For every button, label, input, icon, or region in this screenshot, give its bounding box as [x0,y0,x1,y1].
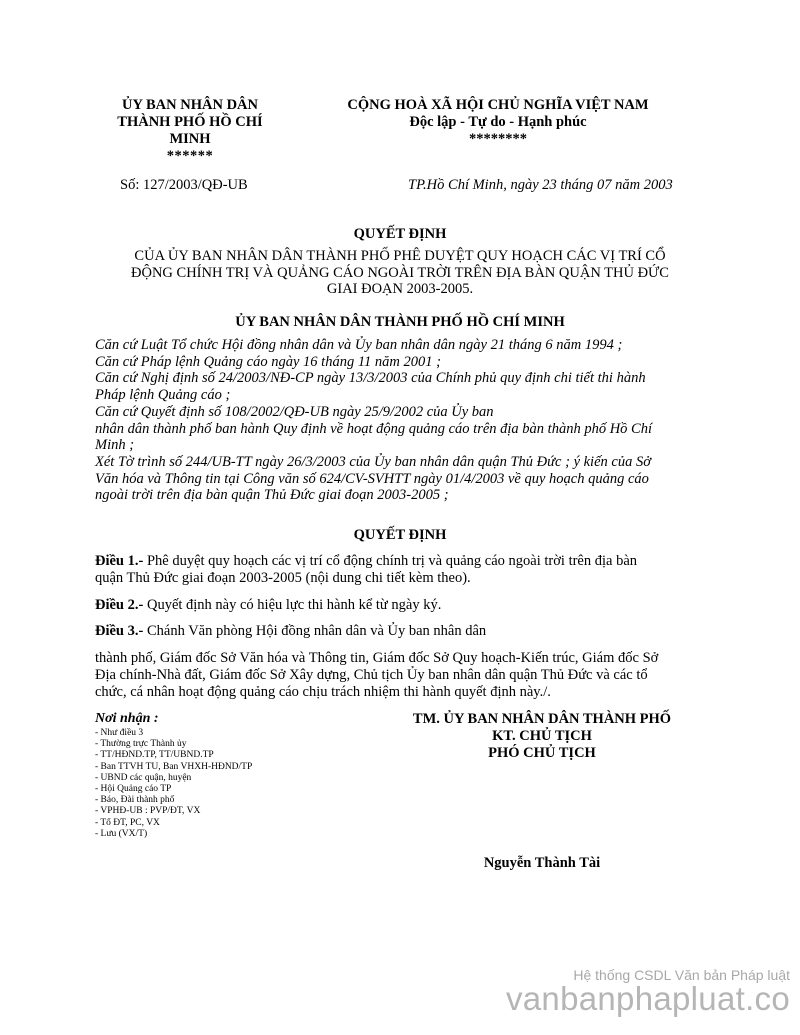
recipient-item: - Lưu (VX/T) [95,828,148,839]
document-title: QUYẾT ĐỊNH [353,226,447,242]
nation-name: CỘNG HOÀ XÃ HỘI CHỦ NGHĨA VIỆT NAM [347,97,649,113]
article-text: thành phố, Giám đốc Sở Văn hóa và Thông tin, Giám đốc Sở Quy hoạch-Kiến trúc, Giám đốc Sở [95,650,659,666]
recipient-item: - UBND các quận, huyện [95,772,192,783]
article-label: Điều 3.- [95,623,144,639]
legal-basis-line: Căn cứ Luật Tổ chức Hội đồng nhân dân và Ủy ban nhân dân ngày 21 tháng 6 năm 1994 ; [95,337,623,353]
recipients-title: Nơi nhận : [95,711,159,726]
agency-name-line-2: THÀNH PHỐ HỒ CHÍ [117,114,263,130]
article-text: Quyết định này có hiệu lực thi hành kể từ ngày ký. [143,597,442,613]
agency-name-line-1: ỦY BAN NHÂN DÂN [121,97,258,113]
issuing-authority: ỦY BAN NHÂN DÂN THÀNH PHỐ HỒ CHÍ MINH [235,314,565,330]
signature-title: PHÓ CHỦ TỊCH [488,745,596,761]
agency-name-line-3: MINH [169,131,211,147]
signature-capacity: KT. CHỦ TỊCH [492,728,592,744]
legal-basis-line: nhân dân thành phố ban hành Quy định về hoạt động quảng cáo trên địa bàn thành phố Hồ Chí [95,420,653,437]
legal-basis-line: Minh ; [95,437,135,454]
legal-basis-line: Căn cứ Nghị định số 24/2003/NĐ-CP ngày 13/3/2003 của Chính phủ quy định chi tiết thi hành [95,370,646,387]
article-2 [95,597,707,614]
article-text: Địa chính-Nhà đất, Giám đốc Sở Xây dựng, Chủ tịch Ủy ban nhân dân quận Thủ Đức và các tổ [95,667,648,683]
document-subtitle [95,248,705,298]
signature-on-behalf: TM. ỦY BAN NHÂN DÂN THÀNH PHỐ [412,711,672,727]
recipient-item: - Như điều 3 [95,728,144,738]
recipient-item: - Thường trực Thành ủy [95,739,187,750]
recipient-item: - VPHĐ-UB : PVP/ĐT, VX [95,806,201,817]
legal-basis-line: Văn hóa và Thông tin tại Công văn số 624/CV-SVHTT ngày 01/4/2003 về quy hoạch quảng cáo [95,470,649,487]
recipient-item: - Ban TTVH TU, Ban VHXH-HĐND/TP [95,761,253,772]
article-1 [95,553,707,587]
legal-basis-line: Căn cứ Quyết định số 108/2002/QĐ-UB ngày 25/9/2002 của Ủy ban [95,403,494,420]
issuing-agency-header [95,97,285,165]
recipients-list [95,728,335,840]
subtitle-line: ĐỘNG CHÍNH TRỊ VÀ QUẢNG CÁO NGOÀI TRỜI TRÊN ĐỊA BÀN QUẬN THỦ ĐỨC [131,264,669,281]
article-text: Phê duyệt quy hoạch các vị trí cổ động chính trị và quảng cáo ngoài trời trên địa bàn [143,553,638,569]
signer-name: Nguyễn Thành Tài [483,855,601,871]
document-number: Số: 127/2003/QĐ-UB [120,177,248,193]
document-date: TP.Hồ Chí Minh, ngày 23 tháng 07 năm 2003 [408,177,673,193]
recipient-item: - Hội Quảng cáo TP [95,784,172,795]
watermark-site: vanbanphapluat.co [505,980,790,1017]
subtitle-line: GIAI ĐOẠN 2003-2005. [326,281,474,297]
national-motto: Độc lập - Tự do - Hạnh phúc [409,114,587,130]
subtitle-line: CỦA ỦY BAN NHÂN DÂN THÀNH PHỐ PHÊ DUYỆT QUY HOẠCH CÁC VỊ TRÍ CỔ [134,248,666,264]
article-label: Điều 2.- [95,597,144,613]
decision-heading: QUYẾT ĐỊNH [353,527,447,543]
recipient-item: - Báo, Đài thành phố [95,795,175,806]
article-3 [95,623,707,640]
article-text: chức, cá nhân hoạt động quảng cáo chịu trách nhiệm thi hành quyết định này./. [95,684,551,700]
national-header [312,97,684,148]
article-3-continuation [95,650,707,701]
agency-stars-divider: ****** [166,148,214,164]
legal-basis-line: ngoài trời trên địa bàn quận Thủ Đức giai đoạn 2003-2005 ; [95,487,449,504]
legal-basis-line: Căn cứ Pháp lệnh Quảng cáo ngày 16 tháng 11 năm 2001 ; [95,353,441,370]
article-label: Điều 1.- [95,553,144,569]
watermark-caption: Hệ thống CSDL Văn bản Pháp luật [573,967,790,983]
recipient-item: - TT/HĐND.TP, TT/UBND.TP [95,750,214,761]
legal-bases [95,337,707,504]
signature-block [382,711,702,762]
legal-basis-line: Xét Tờ trình số 244/UB-TT ngày 26/3/2003 của Ủy ban nhân dân quận Thủ Đức ; ý kiến của Sở [95,453,651,470]
motto-stars-divider: ******** [469,131,527,147]
recipients-block [95,711,335,840]
article-text: Chánh Văn phòng Hội đồng nhân dân và Ủy ban nhân dân [143,623,487,639]
legal-basis-line: Pháp lệnh Quảng cáo ; [95,387,231,404]
recipient-item: - Tổ ĐT, PC, VX [95,817,160,828]
article-text: quận Thủ Đức giai đoạn 2003-2005 (nội dung chi tiết kèm theo). [95,570,471,586]
